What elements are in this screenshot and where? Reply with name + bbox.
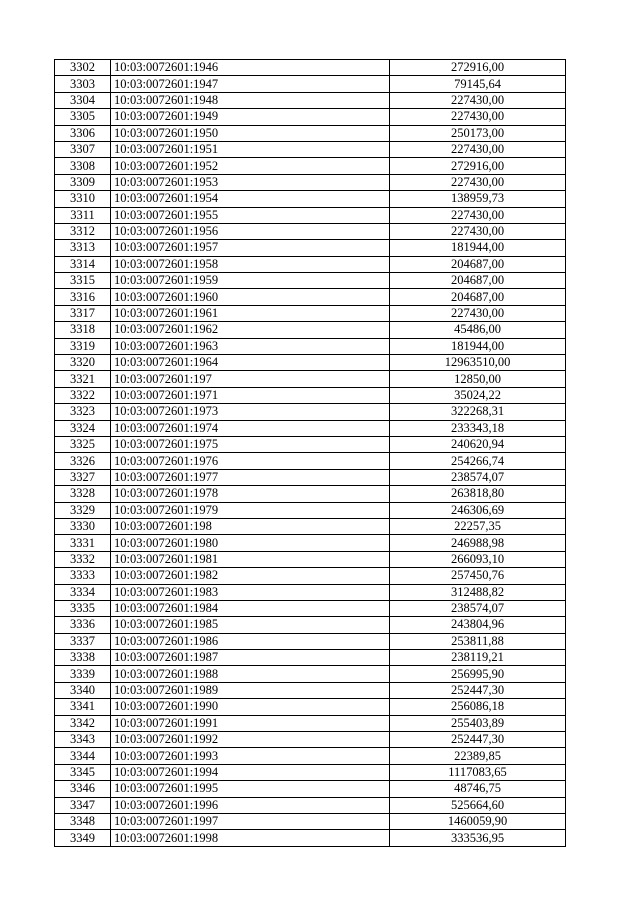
amount-cell: 12963510,00 [390, 355, 566, 371]
cadastral-number-cell: 10:03:0072601:1961 [111, 305, 390, 321]
table-row [55, 125, 566, 141]
row-number-cell: 3324 [55, 420, 111, 436]
cadastral-number-cell: 10:03:0072601:1985 [111, 617, 390, 633]
cadastral-number-cell: 10:03:0072601:1946 [111, 60, 390, 76]
amount-cell: 227430,00 [390, 305, 566, 321]
table-row [55, 469, 566, 485]
table-row [55, 486, 566, 502]
row-number-cell: 3339 [55, 666, 111, 682]
amount-cell: 204687,00 [390, 256, 566, 272]
amount-cell: 227430,00 [390, 223, 566, 239]
amount-cell: 227430,00 [390, 92, 566, 108]
table-row [55, 322, 566, 338]
cadastral-number-cell: 10:03:0072601:1960 [111, 289, 390, 305]
cadastral-number-cell: 10:03:0072601:1991 [111, 715, 390, 731]
cadastral-number-cell: 10:03:0072601:1977 [111, 469, 390, 485]
amount-cell: 45486,00 [390, 322, 566, 338]
row-number-cell: 3312 [55, 223, 111, 239]
table-row [55, 584, 566, 600]
table-row [55, 191, 566, 207]
table-row [55, 207, 566, 223]
table-row [55, 109, 566, 125]
row-number-cell: 3306 [55, 125, 111, 141]
row-number-cell: 3314 [55, 256, 111, 272]
cadastral-number-cell: 10:03:0072601:1993 [111, 748, 390, 764]
cadastral-number-cell: 10:03:0072601:1962 [111, 322, 390, 338]
cadastral-number-cell: 10:03:0072601:1998 [111, 830, 390, 846]
row-number-cell: 3329 [55, 502, 111, 518]
row-number-cell: 3340 [55, 682, 111, 698]
table-row [55, 223, 566, 239]
amount-cell: 246306,69 [390, 502, 566, 518]
row-number-cell: 3337 [55, 633, 111, 649]
table-row [55, 404, 566, 420]
row-number-cell: 3344 [55, 748, 111, 764]
row-number-cell: 3307 [55, 141, 111, 157]
table-row [55, 387, 566, 403]
cadastral-value-table [54, 59, 566, 847]
table-row [55, 273, 566, 289]
row-number-cell: 3319 [55, 338, 111, 354]
table-row [55, 797, 566, 813]
table-row [55, 715, 566, 731]
amount-cell: 181944,00 [390, 240, 566, 256]
cadastral-number-cell: 10:03:0072601:1954 [111, 191, 390, 207]
row-number-cell: 3343 [55, 732, 111, 748]
amount-cell: 256995,90 [390, 666, 566, 682]
amount-cell: 272916,00 [390, 60, 566, 76]
amount-cell: 204687,00 [390, 289, 566, 305]
amount-cell: 333536,95 [390, 830, 566, 846]
table-row [55, 453, 566, 469]
cadastral-number-cell: 10:03:0072601:1976 [111, 453, 390, 469]
cadastral-number-cell: 10:03:0072601:1958 [111, 256, 390, 272]
cadastral-number-cell: 10:03:0072601:1971 [111, 387, 390, 403]
table-row [55, 502, 566, 518]
amount-cell: 312488,82 [390, 584, 566, 600]
cadastral-number-cell: 10:03:0072601:1963 [111, 338, 390, 354]
cadastral-number-cell: 10:03:0072601:1980 [111, 535, 390, 551]
cadastral-number-cell: 10:03:0072601:1957 [111, 240, 390, 256]
table-row [55, 355, 566, 371]
cadastral-number-cell: 10:03:0072601:1983 [111, 584, 390, 600]
table-row [55, 289, 566, 305]
amount-cell: 240620,94 [390, 436, 566, 452]
amount-cell: 22257,35 [390, 518, 566, 534]
row-number-cell: 3327 [55, 469, 111, 485]
row-number-cell: 3349 [55, 830, 111, 846]
table-row [55, 141, 566, 157]
table-row [55, 240, 566, 256]
amount-cell: 256086,18 [390, 699, 566, 715]
table-row [55, 436, 566, 452]
amount-cell: 525664,60 [390, 797, 566, 813]
row-number-cell: 3325 [55, 436, 111, 452]
row-number-cell: 3342 [55, 715, 111, 731]
table-row [55, 617, 566, 633]
table-row [55, 92, 566, 108]
table-row [55, 748, 566, 764]
amount-cell: 79145,64 [390, 76, 566, 92]
row-number-cell: 3318 [55, 322, 111, 338]
table-row [55, 535, 566, 551]
amount-cell: 254266,74 [390, 453, 566, 469]
amount-cell: 138959,73 [390, 191, 566, 207]
amount-cell: 257450,76 [390, 568, 566, 584]
table-body [55, 60, 566, 847]
row-number-cell: 3328 [55, 486, 111, 502]
table-row [55, 764, 566, 780]
table-row [55, 650, 566, 666]
table-row [55, 568, 566, 584]
cadastral-number-cell: 10:03:0072601:1996 [111, 797, 390, 813]
row-number-cell: 3333 [55, 568, 111, 584]
row-number-cell: 3313 [55, 240, 111, 256]
row-number-cell: 3346 [55, 781, 111, 797]
row-number-cell: 3331 [55, 535, 111, 551]
amount-cell: 204687,00 [390, 273, 566, 289]
amount-cell: 322268,31 [390, 404, 566, 420]
cadastral-number-cell: 10:03:0072601:1953 [111, 174, 390, 190]
row-number-cell: 3317 [55, 305, 111, 321]
row-number-cell: 3323 [55, 404, 111, 420]
row-number-cell: 3330 [55, 518, 111, 534]
row-number-cell: 3310 [55, 191, 111, 207]
cadastral-number-cell: 10:03:0072601:1987 [111, 650, 390, 666]
amount-cell: 246988,98 [390, 535, 566, 551]
table-row [55, 699, 566, 715]
row-number-cell: 3338 [55, 650, 111, 666]
cadastral-number-cell: 10:03:0072601:1964 [111, 355, 390, 371]
amount-cell: 238119,21 [390, 650, 566, 666]
table-row [55, 256, 566, 272]
row-number-cell: 3302 [55, 60, 111, 76]
table-row [55, 682, 566, 698]
table-row [55, 420, 566, 436]
table-row [55, 633, 566, 649]
table-row [55, 600, 566, 616]
table-row [55, 732, 566, 748]
cadastral-number-cell: 10:03:0072601:1975 [111, 436, 390, 452]
row-number-cell: 3341 [55, 699, 111, 715]
amount-cell: 238574,07 [390, 469, 566, 485]
amount-cell: 252447,30 [390, 732, 566, 748]
cadastral-number-cell: 10:03:0072601:1974 [111, 420, 390, 436]
table-row [55, 781, 566, 797]
amount-cell: 252447,30 [390, 682, 566, 698]
row-number-cell: 3320 [55, 355, 111, 371]
amount-cell: 227430,00 [390, 141, 566, 157]
cadastral-number-cell: 10:03:0072601:1997 [111, 813, 390, 829]
amount-cell: 272916,00 [390, 158, 566, 174]
row-number-cell: 3309 [55, 174, 111, 190]
amount-cell: 227430,00 [390, 207, 566, 223]
amount-cell: 250173,00 [390, 125, 566, 141]
cadastral-number-cell: 10:03:0072601:1984 [111, 600, 390, 616]
cadastral-number-cell: 10:03:0072601:1986 [111, 633, 390, 649]
amount-cell: 263818,80 [390, 486, 566, 502]
row-number-cell: 3336 [55, 617, 111, 633]
row-number-cell: 3315 [55, 273, 111, 289]
cadastral-number-cell: 10:03:0072601:1951 [111, 141, 390, 157]
cadastral-number-cell: 10:03:0072601:1990 [111, 699, 390, 715]
amount-cell: 233343,18 [390, 420, 566, 436]
cadastral-number-cell: 10:03:0072601:1979 [111, 502, 390, 518]
table-row [55, 371, 566, 387]
cadastral-number-cell: 10:03:0072601:1994 [111, 764, 390, 780]
amount-cell: 48746,75 [390, 781, 566, 797]
amount-cell: 1117083,65 [390, 764, 566, 780]
row-number-cell: 3326 [55, 453, 111, 469]
row-number-cell: 3334 [55, 584, 111, 600]
table-row [55, 76, 566, 92]
table-row [55, 518, 566, 534]
table-row [55, 174, 566, 190]
cadastral-number-cell: 10:03:0072601:1982 [111, 568, 390, 584]
row-number-cell: 3304 [55, 92, 111, 108]
table-row [55, 60, 566, 76]
amount-cell: 227430,00 [390, 174, 566, 190]
amount-cell: 255403,89 [390, 715, 566, 731]
cadastral-number-cell: 10:03:0072601:1973 [111, 404, 390, 420]
amount-cell: 22389,85 [390, 748, 566, 764]
cadastral-number-cell: 10:03:0072601:1989 [111, 682, 390, 698]
row-number-cell: 3316 [55, 289, 111, 305]
row-number-cell: 3348 [55, 813, 111, 829]
cadastral-number-cell: 10:03:0072601:198 [111, 518, 390, 534]
row-number-cell: 3308 [55, 158, 111, 174]
cadastral-number-cell: 10:03:0072601:1981 [111, 551, 390, 567]
cadastral-number-cell: 10:03:0072601:1995 [111, 781, 390, 797]
cadastral-number-cell: 10:03:0072601:1955 [111, 207, 390, 223]
cadastral-number-cell: 10:03:0072601:1949 [111, 109, 390, 125]
cadastral-number-cell: 10:03:0072601:1988 [111, 666, 390, 682]
cadastral-number-cell: 10:03:0072601:1948 [111, 92, 390, 108]
cadastral-number-cell: 10:03:0072601:1992 [111, 732, 390, 748]
cadastral-number-cell: 10:03:0072601:1950 [111, 125, 390, 141]
row-number-cell: 3305 [55, 109, 111, 125]
table-row [55, 305, 566, 321]
table-row [55, 666, 566, 682]
cadastral-number-cell: 10:03:0072601:1947 [111, 76, 390, 92]
row-number-cell: 3332 [55, 551, 111, 567]
row-number-cell: 3311 [55, 207, 111, 223]
amount-cell: 266093,10 [390, 551, 566, 567]
table-row [55, 813, 566, 829]
amount-cell: 12850,00 [390, 371, 566, 387]
row-number-cell: 3345 [55, 764, 111, 780]
amount-cell: 253811,88 [390, 633, 566, 649]
row-number-cell: 3303 [55, 76, 111, 92]
cadastral-number-cell: 10:03:0072601:1978 [111, 486, 390, 502]
amount-cell: 35024,22 [390, 387, 566, 403]
table-row [55, 830, 566, 846]
amount-cell: 227430,00 [390, 109, 566, 125]
row-number-cell: 3335 [55, 600, 111, 616]
amount-cell: 238574,07 [390, 600, 566, 616]
row-number-cell: 3321 [55, 371, 111, 387]
row-number-cell: 3347 [55, 797, 111, 813]
cadastral-number-cell: 10:03:0072601:1956 [111, 223, 390, 239]
cadastral-number-cell: 10:03:0072601:1959 [111, 273, 390, 289]
amount-cell: 181944,00 [390, 338, 566, 354]
amount-cell: 1460059,90 [390, 813, 566, 829]
cadastral-number-cell: 10:03:0072601:197 [111, 371, 390, 387]
table-row [55, 338, 566, 354]
table-row [55, 158, 566, 174]
table-row [55, 551, 566, 567]
row-number-cell: 3322 [55, 387, 111, 403]
cadastral-number-cell: 10:03:0072601:1952 [111, 158, 390, 174]
amount-cell: 243804,96 [390, 617, 566, 633]
